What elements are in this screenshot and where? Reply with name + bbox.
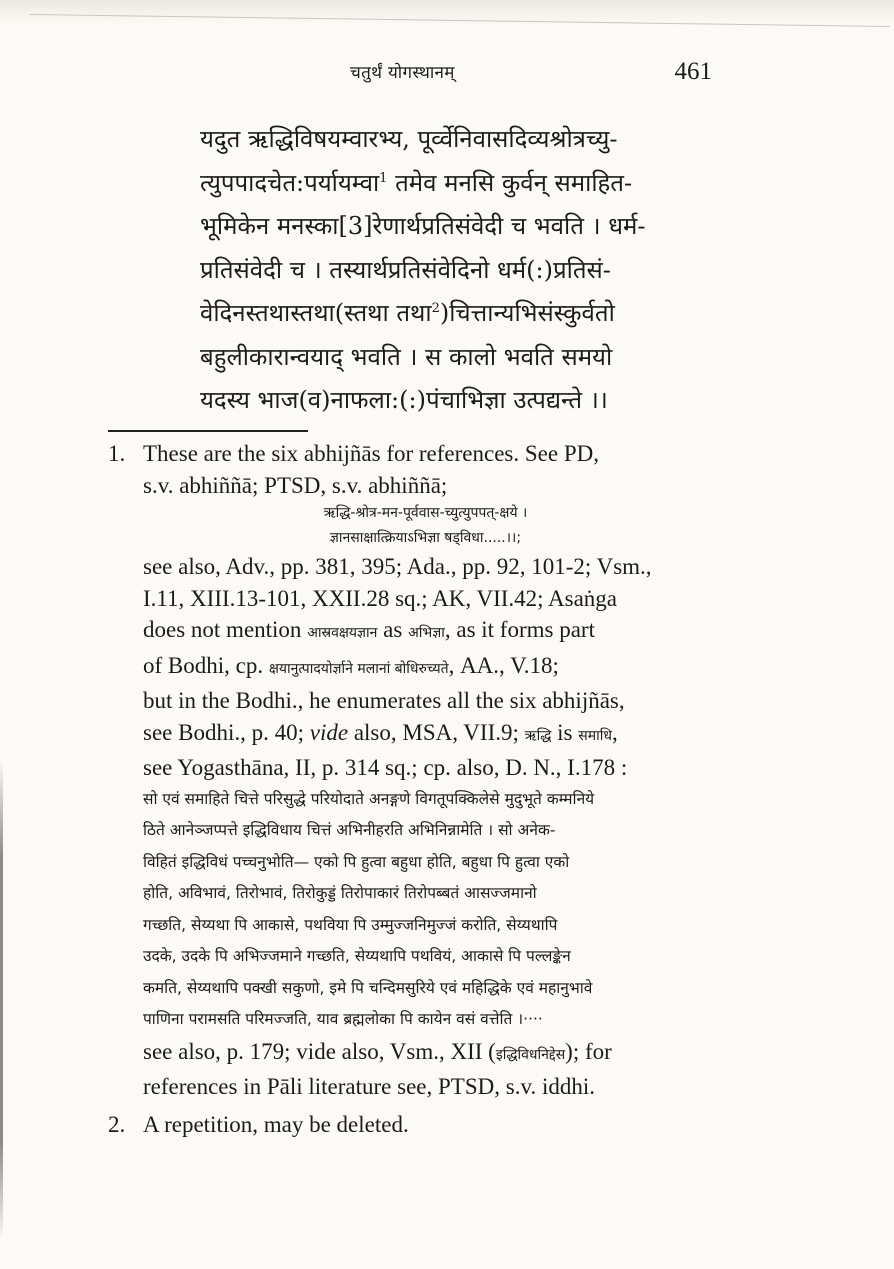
footnote-1 bbox=[108, 438, 728, 1103]
quoted-verse: ज्ञानसाक्षात्क्रियाऽभिज्ञा षड्विधा.....।।; bbox=[329, 530, 522, 546]
footnote-rule bbox=[108, 430, 308, 432]
pali-quote-line: ठिते आनेञ्जप्पत्ते इद्धिविधाय चित्तं अभिनीहरति अभिनिन्नामेति । सो अनेक- bbox=[143, 821, 556, 839]
sanskrit-text-block bbox=[200, 118, 720, 423]
footnote-number: 2. bbox=[108, 1111, 126, 1137]
verse-line: यदस्य भाज(व)नाफला:(:)पंचाभिज्ञा उत्पद्यन्ते ।। bbox=[200, 386, 608, 414]
footnote-number: 1. bbox=[108, 441, 126, 466]
verse-line: यदुत ऋद्धिविषयम्वारभ्य, पूर्व्वेनिवासदिव्यश्रोत्रच्यु- bbox=[200, 125, 618, 153]
pali-quote-line: सो एवं समाहिते चित्ते परिसुद्धे परियोदाते अनङ्गणे विगतूपक्किलेसे मुदुभूते कम्मनिये bbox=[143, 789, 595, 808]
pali-quote-line: विहितं इद्धिविधं पच्चनुभोति— एको पि हुत्वा बहुधा होति, बहुधा पि हुत्वा एको bbox=[143, 852, 570, 871]
footnote-marker: 2 bbox=[431, 301, 440, 316]
verse-line: प्रतिसंवेदी च । तस्यार्थप्रतिसंवेदिनो धर्म(:)प्रतिसं- bbox=[200, 255, 611, 284]
page-number: 461 bbox=[674, 58, 712, 85]
pali-quote-line: पाणिना परामसति परिमज्जति, याव ब्रह्मलोका पि कायेन वसं वत्तेति ।···· bbox=[143, 1010, 543, 1028]
verse-line: भूमिकेन मनस्का[3]रेणार्थप्रतिसंवेदी च भवति । धर्म- bbox=[200, 212, 646, 240]
footnote-2 bbox=[108, 1109, 728, 1141]
verse-line: वेदिनस्तथास्तथा(स्तथा तथा$^2$)चित्तान्यभिसंस्कुर्वतो bbox=[200, 299, 615, 327]
footnotes bbox=[108, 438, 728, 1140]
quoted-verse: ऋद्धि-श्रोत्र-मन-पूर्ववास-च्युत्युपपत्-क्षये । bbox=[323, 505, 528, 521]
running-header: चतुर्थं योगस्थानम् bbox=[350, 63, 455, 83]
footnote-body: These are the six abhijñās for references. See PD, s.v. abhiññā; PTSD, s.v. abhiññā; ऋद्धि-श्रोत्र-मन-पूर्ववास-च्युत्युपपत्-क्षये । ज्ञानसाक्षात्क्रियाऽभिज्ञा षड्विधा.....।।; see also, Adv., pp. 381, 395; Ada., pp. 92, 101-2; Vsm., I.11, XIII.13-101, XXII.28 sq.; AK, VII.42; Asaṅga does not mention आस्रवक्षयज्ञान as अभिज्ञा, as it forms part of Bodhi, cp. क्षयानुत्पादयोर्ज्ञाने मलानां बोधिरुच्यते, AA., V.18; but in the Bodhi., he enumerates all the six abhijñās, see Bodhi., p. 40; vide also, MSA, VII.9; ऋद्धि is समाधि, see Yogasthāna, II, p. 314 sq.; cp. also, D. N., I.178 : सो एवं समाहिते चित्ते परिसुद्धे परियोदाते अनङ्गणे विगतूपक्किलेसे मुदुभूते कम्मनिये ठिते आनेञ्जप्पत्ते इद्धिविधाय चित्तं अभिनीहरति अभिनिन्नामेति । सो अनेक- विहितं इद्धिविधं पच्चनुभोति— एको पि हुत्वा बहुधा होति, बहुधा पि हुत्वा एको होति, अविभावं, तिरोभावं, तिरोकुड्डं तिरोपाकारं तिरोपब्बतं आसज्जमानो गच्छति, सेय्यथा पि आकासे, पथविया पि उम्मुज्जनिमुज्जं करोति, सेय्यथापि उदके, उदके पि अभिज्जमाने गच्छति, सेय्यथापि पथवियं, आकासे पि पल्लङ्केन कमति, सेय्यथापि पक्खी सकुणो, इमे पि चन्दिमसुरिये एवं महिद्धिके एवं महानुभावे पाणिना परामसति परिमज्जति, याव ब्रह्मलोका पि कायेन वसं वत्तेति ।···· see also, p. 179; vide also, Vsm., XII (इद्धिविधनिद्देस); for references in Pāli literature see, PTSD, s.v. iddhi. bbox=[143, 438, 728, 1103]
verse-line: बहुलीकारान्वयाद् भवति । स कालो भवति समयो bbox=[200, 342, 613, 371]
footnote-marker: 1 bbox=[379, 170, 388, 186]
pali-quote-line: गच्छति, सेय्यथा पि आकासे, पथविया पि उम्मुज्जनिमुज्जं करोति, सेय्यथापि bbox=[143, 915, 558, 934]
pali-quote-line: होति, अविभावं, तिरोभावं, तिरोकुड्डं तिरोपाकारं तिरोपब्बतं आसज्जमानो bbox=[143, 884, 537, 902]
pali-quote-line: उदके, उदके पि अभिज्जमाने गच्छति, सेय्यथापि पथवियं, आकासे पि पल्लङ्केन bbox=[143, 947, 571, 965]
footnote-body: A repetition, may be deleted. bbox=[143, 1111, 409, 1137]
pali-quote-line: कमति, सेय्यथापि पक्खी सकुणो, इमे पि चन्दिमसुरिये एवं महिद्धिके एवं महानुभावे bbox=[143, 978, 593, 997]
verse-line: त्युपपादचेत:पर्यायम्वा$^1$ तमेव मनसि कुर्वन् समाहित- bbox=[200, 168, 633, 197]
